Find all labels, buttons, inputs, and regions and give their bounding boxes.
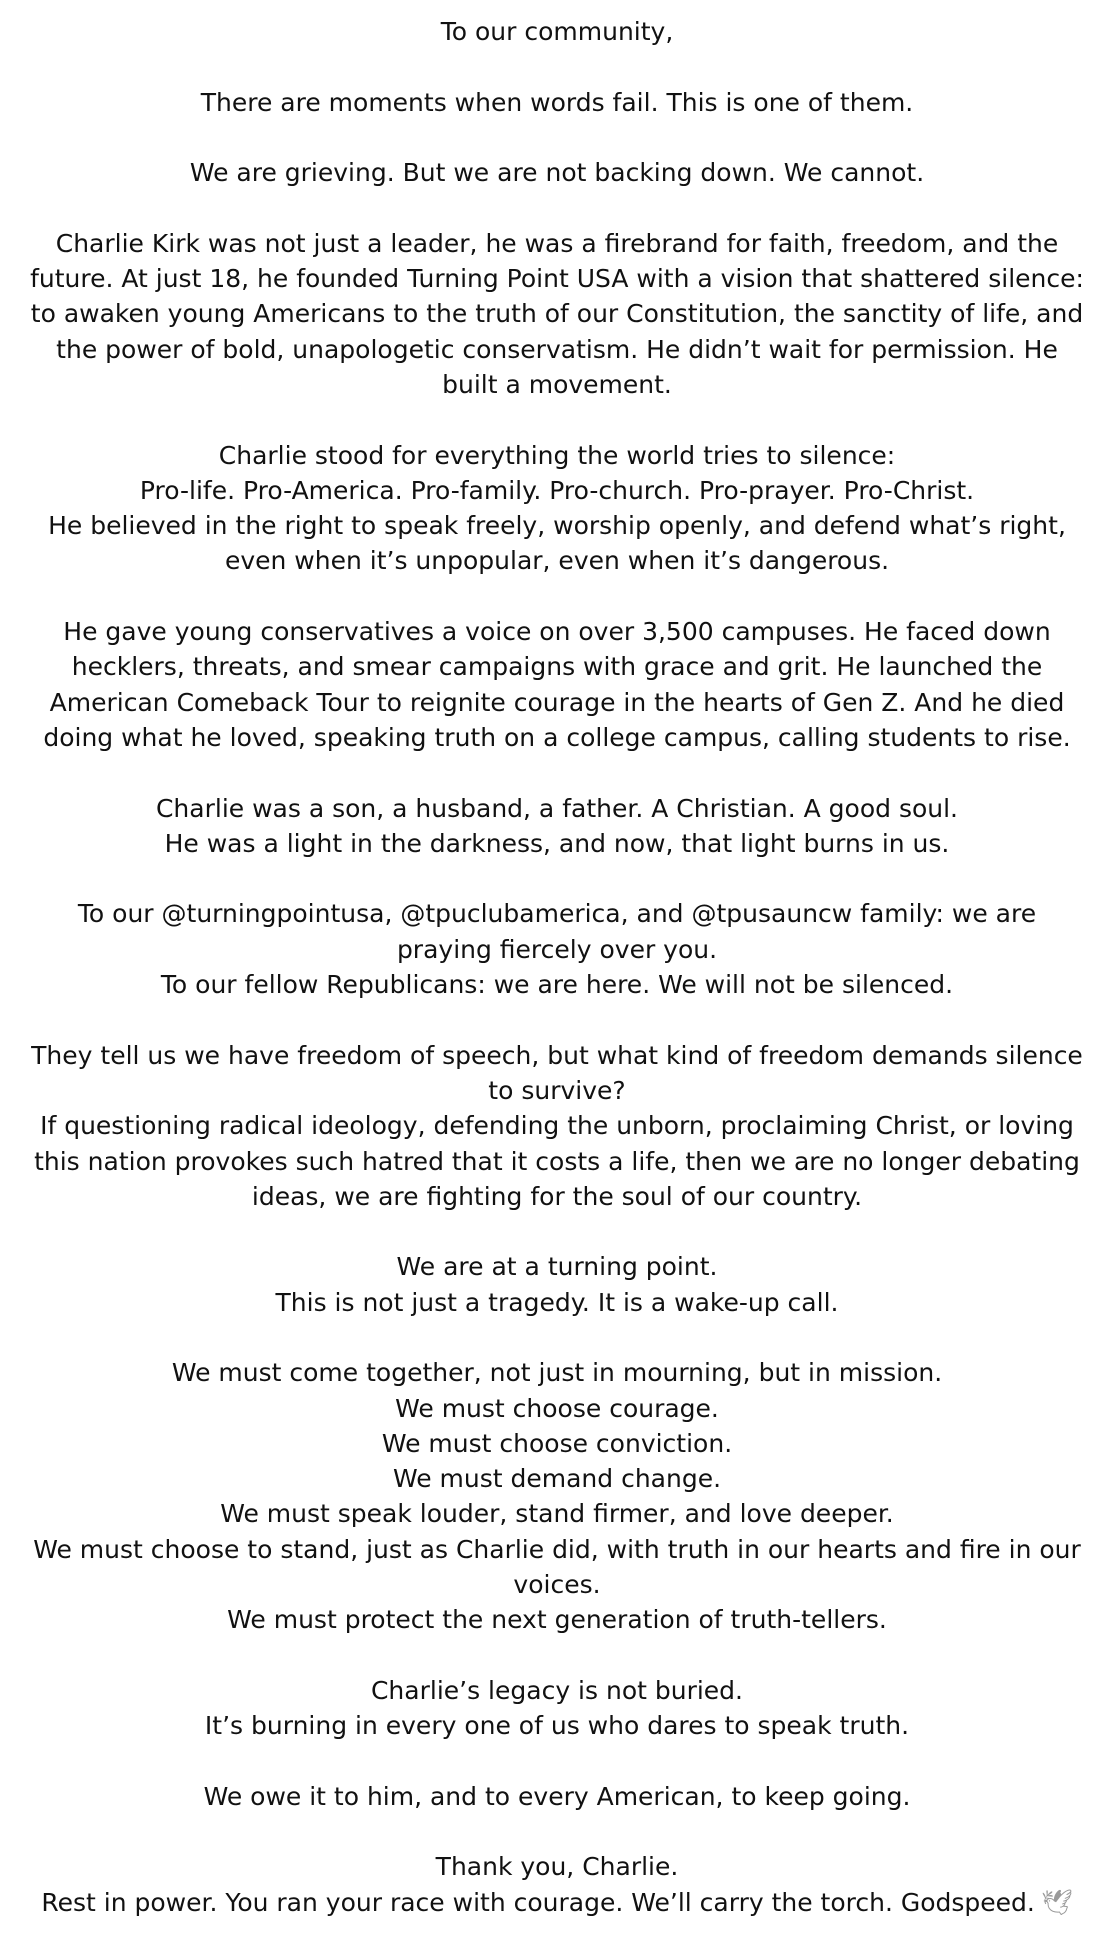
paragraph-line: It’s burning in every one of us who dares to speak truth. xyxy=(204,1711,910,1741)
paragraph-text: We are grieving. But we are not backing down. We cannot. xyxy=(189,158,925,188)
paragraph-3 xyxy=(28,226,1086,402)
paragraph-line: We must come together, not just in mourning, but in mission. xyxy=(171,1358,943,1388)
closing-text: Rest in power. You ran your race with courage. We’ll carry the torch. Godspeed. xyxy=(41,1887,1035,1917)
paragraph-1 xyxy=(28,85,1086,120)
paragraph-line: Charlie’s legacy is not buried. xyxy=(370,1675,744,1705)
paragraph-12 xyxy=(28,1779,1086,1814)
paragraph-text: Charlie Kirk was not just a leader, he was a firebrand for faith, freedom, and the future. At just 18, he founded Turning Point USA with a vision that shattered silence: to awaken young Americans to the truth of our Constitution, the sanctity of life, and the power of bold, unapologetic conservatism. He didn’t wait for permission. He built a movement. xyxy=(30,228,1084,399)
closing-line: Thank you, Charlie. xyxy=(435,1852,679,1882)
paragraph-11 xyxy=(28,1673,1086,1744)
paragraph-line: We must choose courage. xyxy=(395,1393,719,1423)
paragraph-2 xyxy=(28,155,1086,190)
paragraph-line: To our fellow Republicans: we are here. We will not be silenced. xyxy=(160,970,954,1000)
paragraph-line: We must demand change. xyxy=(392,1464,722,1494)
paragraph-line: We are at a turning point. xyxy=(396,1252,718,1282)
paragraph-line: This is not just a tragedy. It is a wake-up call. xyxy=(275,1287,839,1317)
paragraph-line: We must choose to stand, just as Charlie did, with truth in our hearts and fire in our voices. xyxy=(33,1534,1081,1600)
paragraph-line: He was a light in the darkness, and now, that light burns in us. xyxy=(164,828,950,858)
closing xyxy=(28,1849,1086,1920)
closing-line xyxy=(28,1885,1086,1920)
paragraph-line: We must choose conviction. xyxy=(381,1428,733,1458)
paragraph-line: We must speak louder, stand firmer, and love deeper. xyxy=(220,1499,894,1529)
paragraph-6 xyxy=(28,791,1086,862)
paragraph-line: If questioning radical ideology, defending the unborn, proclaiming Christ, or loving this nation provokes such hatred that it costs a life, then we are no longer debating ideas, we are fighting for the soul of our country. xyxy=(34,1111,1080,1211)
paragraph-line: Charlie was a son, a husband, a father. A Christian. A good soul. xyxy=(155,793,959,823)
paragraph-9 xyxy=(28,1249,1086,1320)
paragraph-line: We must protect the next generation of truth-tellers. xyxy=(227,1605,887,1635)
paragraph-line: Charlie stood for everything the world tries to silence: xyxy=(218,440,896,470)
paragraph-text: We owe it to him, and to every American, to keep going. xyxy=(203,1781,911,1811)
paragraph-8 xyxy=(28,1038,1086,1214)
salutation-text: To our community, xyxy=(440,17,674,46)
paragraph-text: He gave young conservatives a voice on over 3,500 campuses. He faced down hecklers, threats, and smear campaigns with grace and grit. He launched the American Comeback Tour to reignite courage in the hearts of Gen Z. And he died doing what he loved, speaking truth on a college campus, calling students to rise. xyxy=(43,617,1071,752)
paragraph-5 xyxy=(28,614,1086,755)
salutation xyxy=(28,14,1086,49)
paragraph-text: There are moments when words fail. This is one of them. xyxy=(200,87,914,117)
paragraph-4 xyxy=(28,438,1086,579)
paragraph-line: To our @turningpointusa, @tpuclubamerica, and @tpusauncw family: we are praying fiercely over you. xyxy=(77,899,1037,964)
paragraph-line: They tell us we have freedom of speech, but what kind of freedom demands silence to survive? xyxy=(31,1040,1083,1105)
paragraph-line: He believed in the right to speak freely, worship openly, and defend what’s right, even when it’s unpopular, even when it’s dangerous. xyxy=(48,511,1066,576)
dove-icon: 🕊 xyxy=(1040,1887,1073,1917)
paragraph-10 xyxy=(28,1355,1086,1637)
paragraph-7 xyxy=(28,896,1086,1002)
paragraph-line: Pro-life. Pro-America. Pro-family. Pro-church. Pro-prayer. Pro-Christ. xyxy=(139,475,975,505)
